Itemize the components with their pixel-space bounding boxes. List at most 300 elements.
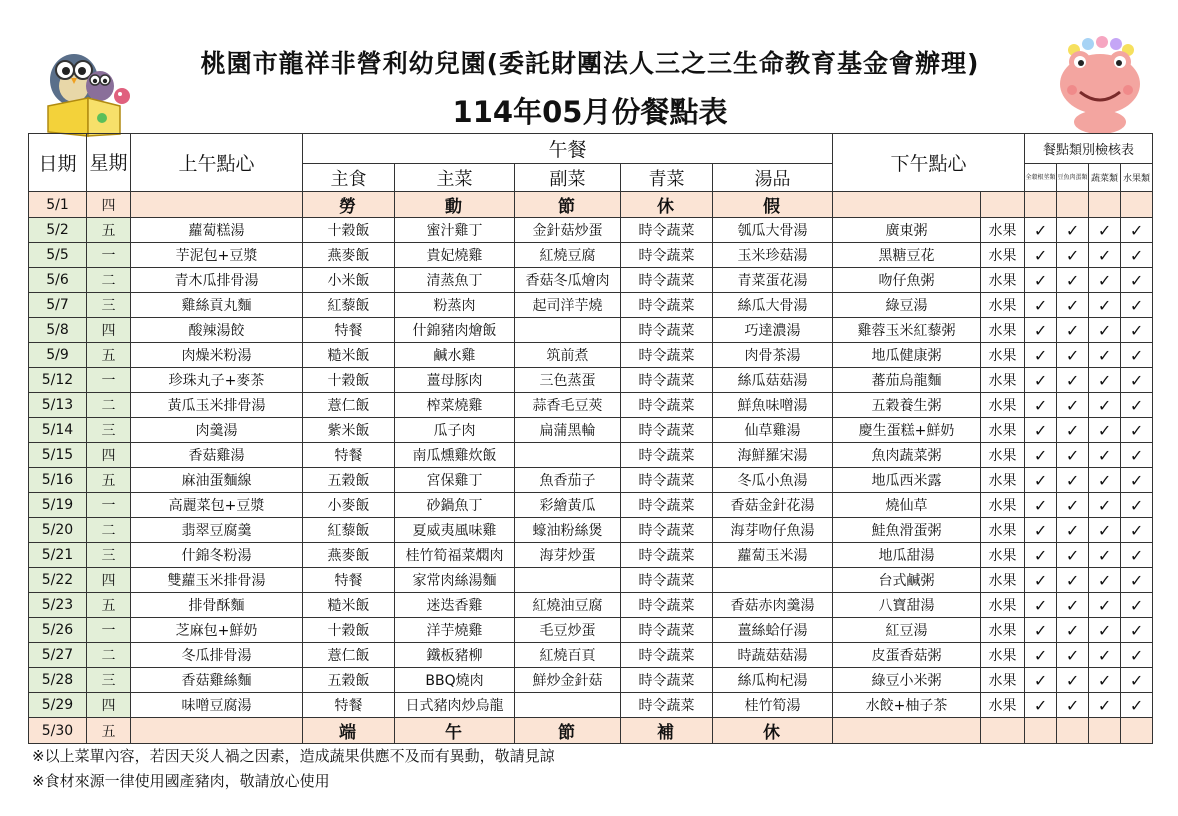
weekday-cell: 四 bbox=[87, 192, 131, 218]
main-dish-cell: BBQ燒肉 bbox=[395, 668, 515, 693]
main-dish-cell: 榨菜燒雞 bbox=[395, 393, 515, 418]
main-dish-cell: 宮保雞丁 bbox=[395, 468, 515, 493]
staple-cell: 紅藜飯 bbox=[303, 518, 395, 543]
date-cell: 5/28 bbox=[29, 668, 87, 693]
menu-row bbox=[29, 393, 1153, 418]
date-cell: 5/16 bbox=[29, 468, 87, 493]
fruit-cell: 水果 bbox=[981, 443, 1025, 468]
protein-check-mark: ✓ bbox=[1057, 668, 1089, 693]
greens-cell: 時令蔬菜 bbox=[621, 543, 713, 568]
check-cell bbox=[1089, 192, 1121, 218]
vegetable-check-mark: ✓ bbox=[1089, 568, 1121, 593]
date-cell: 5/27 bbox=[29, 643, 87, 668]
main-dish-cell: 薑母豚肉 bbox=[395, 368, 515, 393]
pm-snack-cell bbox=[833, 192, 981, 218]
check-cell bbox=[1121, 192, 1153, 218]
protein-check-mark: ✓ bbox=[1057, 468, 1089, 493]
side-dish-cell bbox=[515, 568, 621, 593]
menu-month-title: 114年05月份餐點表 bbox=[452, 95, 728, 129]
pm-snack-cell: 八寶甜湯 bbox=[833, 593, 981, 618]
fruit-cell: 水果 bbox=[981, 343, 1025, 368]
fruit-check-mark: ✓ bbox=[1121, 543, 1153, 568]
vegetable-check-mark: ✓ bbox=[1089, 468, 1121, 493]
soup-cell: 海芽吻仔魚湯 bbox=[713, 518, 833, 543]
fruit-check-mark: ✓ bbox=[1121, 293, 1153, 318]
weekday-cell: 三 bbox=[87, 668, 131, 693]
staple-cell: 十穀飯 bbox=[303, 618, 395, 643]
soup-cell: 絲瓜菇菇湯 bbox=[713, 368, 833, 393]
owl-reading-book-illustration bbox=[38, 40, 138, 140]
vegetable-check-mark: ✓ bbox=[1089, 543, 1121, 568]
am-snack-cell: 高麗菜包+豆漿 bbox=[131, 493, 303, 518]
am-snack-cell: 雙蘿玉米排骨湯 bbox=[131, 568, 303, 593]
holiday-char: 節 bbox=[515, 192, 621, 218]
soup-cell: 絲瓜枸杞湯 bbox=[713, 668, 833, 693]
weekday-header: 星期 bbox=[87, 134, 131, 192]
protein-check-mark: ✓ bbox=[1057, 368, 1089, 393]
main-dish-cell: 家常肉絲湯麵 bbox=[395, 568, 515, 593]
holiday-char: 休 bbox=[621, 192, 713, 218]
menu-row bbox=[29, 268, 1153, 293]
fruit-cell: 水果 bbox=[981, 618, 1025, 643]
am-snack-cell: 麻油蛋麵線 bbox=[131, 468, 303, 493]
holiday-char: 休 bbox=[713, 718, 833, 744]
date-cell: 5/23 bbox=[29, 593, 87, 618]
grains-check-mark: ✓ bbox=[1025, 393, 1057, 418]
menu-row bbox=[29, 568, 1153, 593]
grains-check-mark: ✓ bbox=[1025, 543, 1057, 568]
weekday-cell: 四 bbox=[87, 568, 131, 593]
fruit-cell: 水果 bbox=[981, 518, 1025, 543]
fruit-cell: 水果 bbox=[981, 493, 1025, 518]
footnotes bbox=[32, 744, 555, 794]
check-table-header: 餐點類別檢核表 bbox=[1025, 134, 1153, 164]
weekday-cell: 五 bbox=[87, 468, 131, 493]
fruit-cell: 水果 bbox=[981, 218, 1025, 243]
am-snack-cell: 香菇雞湯 bbox=[131, 443, 303, 468]
greens-cell: 時令蔬菜 bbox=[621, 318, 713, 343]
date-cell: 5/26 bbox=[29, 618, 87, 643]
side-dish-cell: 香菇冬瓜燴肉 bbox=[515, 268, 621, 293]
fruit-check-mark: ✓ bbox=[1121, 218, 1153, 243]
footnote-domestic-pork: ※食材來源一律使用國產豬肉，敬請放心使用 bbox=[32, 772, 330, 790]
weekday-cell: 二 bbox=[87, 643, 131, 668]
grains-check-mark: ✓ bbox=[1025, 593, 1057, 618]
side-dish-cell: 魚香茄子 bbox=[515, 468, 621, 493]
menu-row bbox=[29, 468, 1153, 493]
pm-snack-cell: 地瓜西米露 bbox=[833, 468, 981, 493]
grains-check-mark: ✓ bbox=[1025, 693, 1057, 718]
greens-cell: 時令蔬菜 bbox=[621, 443, 713, 468]
check-cell bbox=[1057, 718, 1089, 744]
main-dish-cell: 桂竹筍福菜燜肉 bbox=[395, 543, 515, 568]
main-dish-header: 主菜 bbox=[395, 164, 515, 192]
fruit-check-mark: ✓ bbox=[1121, 618, 1153, 643]
grains-check-mark: ✓ bbox=[1025, 293, 1057, 318]
greens-cell: 時令蔬菜 bbox=[621, 368, 713, 393]
main-dish-cell: 貴妃燒雞 bbox=[395, 243, 515, 268]
greens-cell: 時令蔬菜 bbox=[621, 418, 713, 443]
pm-snack-cell: 水餃+柚子茶 bbox=[833, 693, 981, 718]
side-dish-cell: 起司洋芋燒 bbox=[515, 293, 621, 318]
holiday-row-may1 bbox=[29, 192, 1153, 218]
menu-row bbox=[29, 218, 1153, 243]
date-cell: 5/6 bbox=[29, 268, 87, 293]
staple-cell: 紅藜飯 bbox=[303, 293, 395, 318]
grains-check-mark: ✓ bbox=[1025, 318, 1057, 343]
menu-row bbox=[29, 643, 1153, 668]
grains-check-mark: ✓ bbox=[1025, 243, 1057, 268]
am-snack-cell bbox=[131, 192, 303, 218]
soup-cell: 香菇金針花湯 bbox=[713, 493, 833, 518]
soup-cell: 仙草雞湯 bbox=[713, 418, 833, 443]
main-dish-cell: 日式豬肉炒烏龍 bbox=[395, 693, 515, 718]
soup-cell bbox=[713, 568, 833, 593]
main-dish-cell: 迷迭香雞 bbox=[395, 593, 515, 618]
side-dish-cell: 紅燒油豆腐 bbox=[515, 593, 621, 618]
date-cell: 5/29 bbox=[29, 693, 87, 718]
menu-row bbox=[29, 293, 1153, 318]
protein-check-mark: ✓ bbox=[1057, 693, 1089, 718]
grains-check-mark: ✓ bbox=[1025, 518, 1057, 543]
weekday-cell: 二 bbox=[87, 268, 131, 293]
staple-cell: 小麥飯 bbox=[303, 493, 395, 518]
menu-row bbox=[29, 518, 1153, 543]
weekday-cell: 三 bbox=[87, 543, 131, 568]
greens-cell: 時令蔬菜 bbox=[621, 493, 713, 518]
am-snack-cell: 香菇雞絲麵 bbox=[131, 668, 303, 693]
check-cell bbox=[1121, 718, 1153, 744]
kindergarten-title: 桃園市龍祥非營利幼兒園(委託財團法人三之三生命教育基金會辦理) bbox=[200, 49, 980, 78]
check-cell bbox=[1025, 718, 1057, 744]
soup-cell: 絲瓜大骨湯 bbox=[713, 293, 833, 318]
fruit-cell: 水果 bbox=[981, 393, 1025, 418]
vegetable-check-mark: ✓ bbox=[1089, 393, 1121, 418]
side-dish-cell: 金針菇炒蛋 bbox=[515, 218, 621, 243]
am-snack-cell: 味噌豆腐湯 bbox=[131, 693, 303, 718]
fruit-check-mark: ✓ bbox=[1121, 518, 1153, 543]
side-dish-cell: 扁蒲黑輪 bbox=[515, 418, 621, 443]
soup-cell: 蘿蔔玉米湯 bbox=[713, 543, 833, 568]
fruit-cell: 水果 bbox=[981, 543, 1025, 568]
fruit-check-mark: ✓ bbox=[1121, 393, 1153, 418]
grains-check-mark: ✓ bbox=[1025, 668, 1057, 693]
pm-snack-cell: 魚肉蔬菜粥 bbox=[833, 443, 981, 468]
date-cell: 5/14 bbox=[29, 418, 87, 443]
fruit-check-mark: ✓ bbox=[1121, 418, 1153, 443]
side-dish-cell: 紅燒百頁 bbox=[515, 643, 621, 668]
staple-header: 主食 bbox=[303, 164, 395, 192]
fruit-cell: 水果 bbox=[981, 318, 1025, 343]
main-dish-cell: 南瓜燻雞炊飯 bbox=[395, 443, 515, 468]
main-dish-cell: 什錦豬肉燴飯 bbox=[395, 318, 515, 343]
fruit-check-mark: ✓ bbox=[1121, 668, 1153, 693]
menu-row bbox=[29, 693, 1153, 718]
staple-cell: 十穀飯 bbox=[303, 218, 395, 243]
staple-cell: 薏仁飯 bbox=[303, 393, 395, 418]
staple-cell: 紫米飯 bbox=[303, 418, 395, 443]
protein-check-mark: ✓ bbox=[1057, 618, 1089, 643]
vegetable-check-mark: ✓ bbox=[1089, 668, 1121, 693]
menu-row bbox=[29, 543, 1153, 568]
protein-check-mark: ✓ bbox=[1057, 643, 1089, 668]
main-dish-cell: 鹹水雞 bbox=[395, 343, 515, 368]
vegetable-check-mark: ✓ bbox=[1089, 493, 1121, 518]
grains-check-mark: ✓ bbox=[1025, 443, 1057, 468]
am-snack-cell: 翡翠豆腐羹 bbox=[131, 518, 303, 543]
side-dish-cell: 蒜香毛豆莢 bbox=[515, 393, 621, 418]
staple-cell: 特餐 bbox=[303, 318, 395, 343]
vegetable-check-mark: ✓ bbox=[1089, 268, 1121, 293]
weekday-cell: 四 bbox=[87, 318, 131, 343]
fruit-cell bbox=[981, 192, 1025, 218]
holiday-char: 節 bbox=[515, 718, 621, 744]
greens-cell: 時令蔬菜 bbox=[621, 343, 713, 368]
side-dish-cell bbox=[515, 443, 621, 468]
vegetable-check-mark: ✓ bbox=[1089, 593, 1121, 618]
date-cell: 5/20 bbox=[29, 518, 87, 543]
greens-cell: 時令蔬菜 bbox=[621, 693, 713, 718]
fruit-cell: 水果 bbox=[981, 593, 1025, 618]
fruit-cell bbox=[981, 718, 1025, 744]
menu-row bbox=[29, 618, 1153, 643]
protein-check-mark: ✓ bbox=[1057, 393, 1089, 418]
fruit-check-mark: ✓ bbox=[1121, 243, 1153, 268]
am-snack-cell: 肉羹湯 bbox=[131, 418, 303, 443]
weekday-cell: 五 bbox=[87, 593, 131, 618]
side-dish-cell: 毛豆炒蛋 bbox=[515, 618, 621, 643]
staple-cell: 糙米飯 bbox=[303, 593, 395, 618]
lunch-header: 午餐 bbox=[303, 134, 833, 164]
am-snack-cell: 黃瓜玉米排骨湯 bbox=[131, 393, 303, 418]
holiday-char: 動 bbox=[395, 192, 515, 218]
protein-check-mark: ✓ bbox=[1057, 593, 1089, 618]
fruit-cell: 水果 bbox=[981, 568, 1025, 593]
monthly-menu-table bbox=[28, 133, 1153, 744]
pm-snack-cell: 黑糖豆花 bbox=[833, 243, 981, 268]
grains-check-mark: ✓ bbox=[1025, 343, 1057, 368]
vegetable-check-mark: ✓ bbox=[1089, 318, 1121, 343]
am-snack-cell: 蘿蔔糕湯 bbox=[131, 218, 303, 243]
main-dish-cell: 鐵板豬柳 bbox=[395, 643, 515, 668]
greens-cell: 時令蔬菜 bbox=[621, 593, 713, 618]
greens-header: 青菜 bbox=[621, 164, 713, 192]
side-dish-header: 副菜 bbox=[515, 164, 621, 192]
am-snack-cell: 珍珠丸子+麥茶 bbox=[131, 368, 303, 393]
staple-cell: 燕麥飯 bbox=[303, 543, 395, 568]
weekday-cell: 一 bbox=[87, 243, 131, 268]
weekday-cell: 二 bbox=[87, 518, 131, 543]
menu-row bbox=[29, 318, 1153, 343]
date-cell: 5/12 bbox=[29, 368, 87, 393]
soup-header: 湯品 bbox=[713, 164, 833, 192]
side-dish-cell bbox=[515, 693, 621, 718]
weekday-cell: 一 bbox=[87, 618, 131, 643]
pm-snack-cell: 地瓜健康粥 bbox=[833, 343, 981, 368]
main-dish-cell: 清蒸魚丁 bbox=[395, 268, 515, 293]
main-dish-cell: 砂鍋魚丁 bbox=[395, 493, 515, 518]
menu-row bbox=[29, 593, 1153, 618]
check-cell bbox=[1025, 192, 1057, 218]
vegetable-check-mark: ✓ bbox=[1089, 443, 1121, 468]
protein-check-mark: ✓ bbox=[1057, 243, 1089, 268]
staple-cell: 小米飯 bbox=[303, 268, 395, 293]
pm-snack-cell bbox=[833, 718, 981, 744]
fruit-cell: 水果 bbox=[981, 293, 1025, 318]
date-cell: 5/2 bbox=[29, 218, 87, 243]
fruit-check-mark: ✓ bbox=[1121, 443, 1153, 468]
grains-check-mark: ✓ bbox=[1025, 618, 1057, 643]
staple-cell: 五穀飯 bbox=[303, 468, 395, 493]
soup-cell: 時蔬菇菇湯 bbox=[713, 643, 833, 668]
protein-check-mark: ✓ bbox=[1057, 318, 1089, 343]
soup-cell: 香菇赤肉羹湯 bbox=[713, 593, 833, 618]
holiday-char: 午 bbox=[395, 718, 515, 744]
greens-cell: 時令蔬菜 bbox=[621, 618, 713, 643]
soup-cell: 肉骨茶湯 bbox=[713, 343, 833, 368]
greens-cell: 時令蔬菜 bbox=[621, 293, 713, 318]
date-cell: 5/22 bbox=[29, 568, 87, 593]
pm-snack-cell: 吻仔魚粥 bbox=[833, 268, 981, 293]
am-snack-header: 上午點心 bbox=[131, 134, 303, 192]
weekday-cell: 四 bbox=[87, 443, 131, 468]
holiday-char: 勞 bbox=[303, 192, 395, 218]
grains-check-mark: ✓ bbox=[1025, 418, 1057, 443]
greens-cell: 時令蔬菜 bbox=[621, 468, 713, 493]
pm-snack-cell: 台式鹹粥 bbox=[833, 568, 981, 593]
grains-check-header: 全穀根莖類 bbox=[1025, 164, 1057, 192]
menu-row bbox=[29, 243, 1153, 268]
soup-cell: 玉米珍菇湯 bbox=[713, 243, 833, 268]
pm-snack-cell: 綠豆湯 bbox=[833, 293, 981, 318]
fruit-check-header: 水果類 bbox=[1121, 164, 1153, 192]
menu-row bbox=[29, 443, 1153, 468]
soup-cell: 瓠瓜大骨湯 bbox=[713, 218, 833, 243]
protein-check-mark: ✓ bbox=[1057, 518, 1089, 543]
holiday-row-may30 bbox=[29, 718, 1153, 744]
side-dish-cell: 彩繪黃瓜 bbox=[515, 493, 621, 518]
weekday-cell: 一 bbox=[87, 368, 131, 393]
vegetable-check-header: 蔬菜類 bbox=[1089, 164, 1121, 192]
fruit-check-mark: ✓ bbox=[1121, 343, 1153, 368]
side-dish-cell: 三色蒸蛋 bbox=[515, 368, 621, 393]
date-cell: 5/15 bbox=[29, 443, 87, 468]
protein-check-mark: ✓ bbox=[1057, 443, 1089, 468]
vegetable-check-mark: ✓ bbox=[1089, 293, 1121, 318]
menu-row bbox=[29, 343, 1153, 368]
greens-cell: 時令蔬菜 bbox=[621, 643, 713, 668]
protein-check-mark: ✓ bbox=[1057, 293, 1089, 318]
grains-check-mark: ✓ bbox=[1025, 643, 1057, 668]
date-cell: 5/30 bbox=[29, 718, 87, 744]
protein-check-mark: ✓ bbox=[1057, 268, 1089, 293]
fruit-check-mark: ✓ bbox=[1121, 593, 1153, 618]
side-dish-cell: 蠔油粉絲煲 bbox=[515, 518, 621, 543]
pm-snack-cell: 綠豆小米粥 bbox=[833, 668, 981, 693]
greens-cell: 時令蔬菜 bbox=[621, 518, 713, 543]
vegetable-check-mark: ✓ bbox=[1089, 218, 1121, 243]
menu-row bbox=[29, 668, 1153, 693]
soup-cell: 鮮魚味噌湯 bbox=[713, 393, 833, 418]
fruit-cell: 水果 bbox=[981, 268, 1025, 293]
grains-check-mark: ✓ bbox=[1025, 468, 1057, 493]
grains-check-mark: ✓ bbox=[1025, 493, 1057, 518]
soup-cell: 海鮮羅宋湯 bbox=[713, 443, 833, 468]
staple-cell: 特餐 bbox=[303, 568, 395, 593]
vegetable-check-mark: ✓ bbox=[1089, 418, 1121, 443]
staple-cell: 十穀飯 bbox=[303, 368, 395, 393]
protein-check-mark: ✓ bbox=[1057, 218, 1089, 243]
main-dish-cell: 粉蒸肉 bbox=[395, 293, 515, 318]
staple-cell: 五穀飯 bbox=[303, 668, 395, 693]
fruit-cell: 水果 bbox=[981, 668, 1025, 693]
soup-cell: 冬瓜小魚湯 bbox=[713, 468, 833, 493]
pm-snack-header: 下午點心 bbox=[833, 134, 1025, 192]
protein-check-header: 豆魚肉蛋類 bbox=[1057, 164, 1089, 192]
greens-cell: 時令蔬菜 bbox=[621, 668, 713, 693]
protein-check-mark: ✓ bbox=[1057, 543, 1089, 568]
side-dish-cell: 筑前煮 bbox=[515, 343, 621, 368]
menu-row bbox=[29, 493, 1153, 518]
fruit-cell: 水果 bbox=[981, 243, 1025, 268]
pm-snack-cell: 雞蓉玉米紅藜粥 bbox=[833, 318, 981, 343]
am-snack-cell: 芋泥包+豆漿 bbox=[131, 243, 303, 268]
weekday-cell: 五 bbox=[87, 718, 131, 744]
fruit-check-mark: ✓ bbox=[1121, 568, 1153, 593]
footnote-supply-change: ※以上菜單內容，若因天災人禍之因素，造成蔬果供應不及而有異動，敬請見諒 bbox=[32, 747, 555, 765]
vegetable-check-mark: ✓ bbox=[1089, 368, 1121, 393]
staple-cell: 糙米飯 bbox=[303, 343, 395, 368]
weekday-cell: 一 bbox=[87, 493, 131, 518]
am-snack-cell: 芝麻包+鮮奶 bbox=[131, 618, 303, 643]
weekday-cell: 二 bbox=[87, 393, 131, 418]
pm-snack-cell: 五穀養生粥 bbox=[833, 393, 981, 418]
main-dish-cell: 洋芋燒雞 bbox=[395, 618, 515, 643]
pm-snack-cell: 鮭魚滑蛋粥 bbox=[833, 518, 981, 543]
greens-cell: 時令蔬菜 bbox=[621, 393, 713, 418]
soup-cell: 薑絲蛤仔湯 bbox=[713, 618, 833, 643]
date-cell: 5/13 bbox=[29, 393, 87, 418]
am-snack-cell: 雞絲貢丸麵 bbox=[131, 293, 303, 318]
weekday-cell: 五 bbox=[87, 343, 131, 368]
soup-cell: 青菜蛋花湯 bbox=[713, 268, 833, 293]
greens-cell: 時令蔬菜 bbox=[621, 268, 713, 293]
fruit-cell: 水果 bbox=[981, 418, 1025, 443]
fruit-check-mark: ✓ bbox=[1121, 493, 1153, 518]
vegetable-check-mark: ✓ bbox=[1089, 643, 1121, 668]
menu-row bbox=[29, 368, 1153, 393]
staple-cell: 薏仁飯 bbox=[303, 643, 395, 668]
staple-cell: 特餐 bbox=[303, 693, 395, 718]
soup-cell: 桂竹筍湯 bbox=[713, 693, 833, 718]
side-dish-cell: 鮮炒金針菇 bbox=[515, 668, 621, 693]
check-cell bbox=[1057, 192, 1089, 218]
vegetable-check-mark: ✓ bbox=[1089, 343, 1121, 368]
soup-cell: 巧達濃湯 bbox=[713, 318, 833, 343]
greens-cell: 時令蔬菜 bbox=[621, 218, 713, 243]
side-dish-cell: 海芽炒蛋 bbox=[515, 543, 621, 568]
fruit-check-mark: ✓ bbox=[1121, 318, 1153, 343]
date-header: 日期 bbox=[29, 134, 87, 192]
grains-check-mark: ✓ bbox=[1025, 368, 1057, 393]
side-dish-cell: 紅燒豆腐 bbox=[515, 243, 621, 268]
am-snack-cell: 肉燥米粉湯 bbox=[131, 343, 303, 368]
staple-cell: 燕麥飯 bbox=[303, 243, 395, 268]
date-cell: 5/1 bbox=[29, 192, 87, 218]
holiday-char: 端 bbox=[303, 718, 395, 744]
greens-cell: 時令蔬菜 bbox=[621, 243, 713, 268]
pm-snack-cell: 地瓜甜湯 bbox=[833, 543, 981, 568]
